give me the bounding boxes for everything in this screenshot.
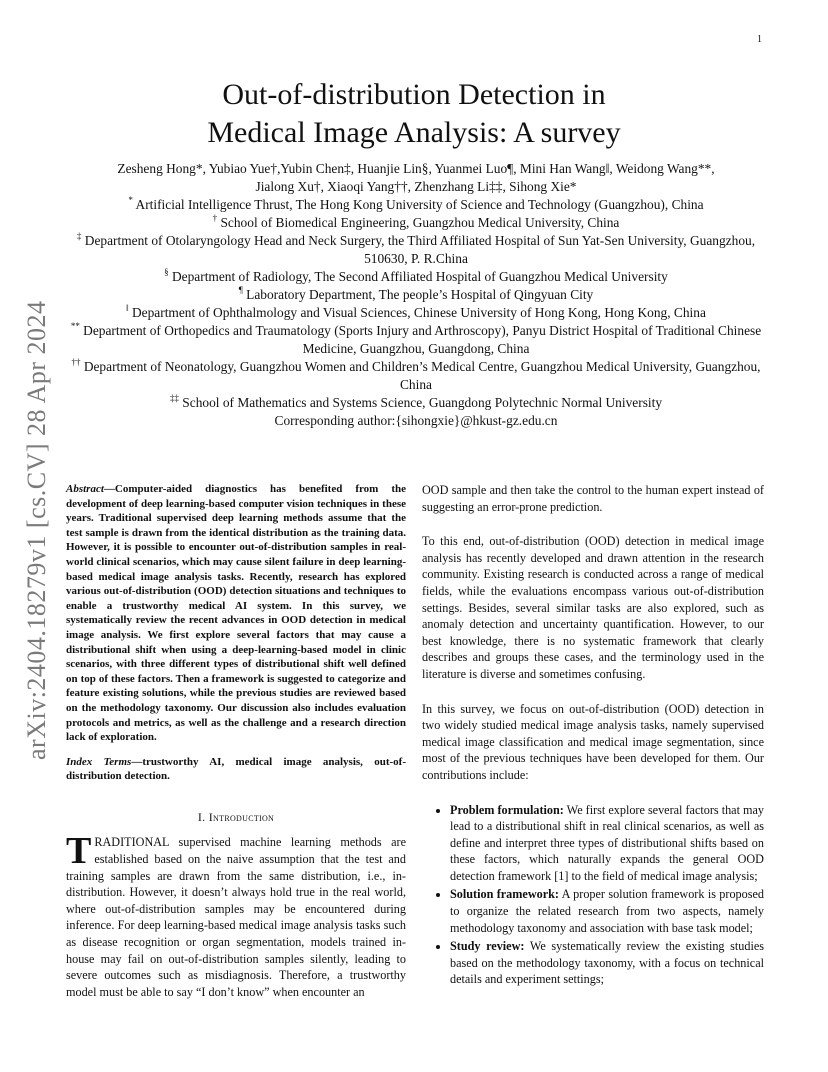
- affiliation-text: Department of Orthopedics and Traumatology (Sports Injury and Arthroscopy), Panyu District Hospital of Traditional Chinese Medicine, Guangzhou, Guangdong, China: [83, 323, 762, 356]
- affiliation-mark: §: [164, 267, 169, 277]
- paragraph-1: OOD sample and then take the control to the human expert instead of suggesting an error-prone prediction.: [422, 483, 764, 514]
- affiliation-mark: **: [70, 321, 80, 331]
- affiliation-text: Department of Ophthalmology and Visual Sciences, Chinese University of Hong Kong, Hong Kong, China: [131, 305, 706, 320]
- affiliation-6: [66, 304, 766, 322]
- list-item-label: Solution framework:: [450, 887, 559, 902]
- abstract-label: Abstract: [66, 483, 104, 495]
- affiliation-5: [66, 286, 766, 304]
- right-column: [422, 482, 764, 990]
- list-item-text: A proper solution framework is proposed to organize the related research from two aspects, namely methodology taxonomy and association with base task model;: [450, 887, 764, 935]
- affiliation-mark: ‡‡: [169, 393, 179, 403]
- list-item-label: Problem formulation:: [450, 802, 564, 817]
- affiliation-3: [66, 232, 766, 268]
- list-item-label: Study review:: [450, 939, 525, 954]
- affiliation-mark: ††: [71, 357, 81, 367]
- list-item: [450, 802, 764, 885]
- section-heading: [66, 810, 406, 825]
- section-title: Introduction: [208, 809, 275, 824]
- index-terms: [66, 755, 406, 784]
- author-line-1: Zesheng Hong*, Yubiao Yue†,Yubin Chen‡, Huanjie Lin§, Yuanmei Luo¶, Mini Han Wang‖, Weidong Wang**,: [117, 161, 715, 176]
- left-column: [66, 482, 406, 1000]
- affiliation-mark: *: [128, 195, 133, 205]
- affiliation-text: Department of Radiology, The Second Affiliated Hospital of Guangzhou Medical University: [172, 269, 668, 284]
- affiliation-text: Department of Otolaryngology Head and Neck Surgery, the Third Affiliated Hospital of Sun Yat-Sen University, Guangzhou, 510630, P. R.China: [84, 233, 756, 266]
- affiliation-1: [66, 196, 766, 214]
- affiliation-text: Artificial Intelligence Thrust, The Hong Kong University of Science and Technology (Guangzhou), China: [135, 197, 704, 212]
- abstract-text: —Computer-aided diagnostics has benefited from the development of deep learning-based computer vision techniques in these years. Traditional supervised deep learning methods assume that the test sample is drawn from the identical distribution as the training data. However, it is possible to encounter out-of-distribution samples in real-world clinical scenarios, which may cause silent failure in deep learning-based medical image analysis tasks. Recently, research has explored various out-of-distribution (OOD) detection situations and techniques to enable a trustworthy medical AI system. In this survey, we systematically review the recent advances in OOD detection in medical image analysis. We first explore several factors that may cause a distributional shift when using a deep-learning-based model in clinic scenarios, with three different types of distributional shift well defined on top of these factors. Then a framework is suggested to categorize and feature existing solutions, while the previous studies are reviewed based on the methodology taxonomy. Our discussion also includes evaluation protocols and metrics, as well as the challenge and a research direction lack of exploration.: [66, 483, 406, 744]
- author-line-2: Jialong Xu†, Xiaoqi Yang††, Zhenzhang Li‡‡, Sihong Xie*: [255, 179, 577, 194]
- affiliation-text: School of Mathematics and Systems Science, Guangdong Polytechnic Normal University: [182, 395, 663, 410]
- affiliation-9: [66, 394, 766, 412]
- affiliation-7: [66, 322, 766, 358]
- affiliation-mark: ¶: [238, 285, 243, 295]
- paragraph-2: To this end, out-of-distribution (OOD) detection in medical image analysis has recently developed and drawn attention in the research community. Existing research is conducted across a range of medical fields, while the evaluations encompass various out-of-distribution settings. Besides, several similar tasks are also explored, such as anomaly detection and uncertainty quantification. However, to our best knowledge, there is no systematic framework that clearly describes and groups these cases, and the terminology used in the literature is diverse and sometimes confusing.: [422, 534, 764, 681]
- list-item: [450, 886, 764, 936]
- affiliation-2: [66, 214, 766, 232]
- section-number: I.: [197, 809, 206, 824]
- affiliation-mark: ‖: [126, 303, 129, 313]
- title-line-2: Medical Image Analysis: A survey: [207, 116, 621, 149]
- paper-title: [0, 76, 828, 152]
- affiliation-mark: ‡: [76, 231, 82, 241]
- index-terms-text: —trustworthy AI, medical image analysis, out-of-distribution detection.: [66, 755, 407, 783]
- author-block: [66, 160, 766, 430]
- page-number: 1: [757, 34, 762, 45]
- arxiv-watermark: arXiv:2404.18279v1 [cs.CV] 28 Apr 2024: [22, 300, 51, 760]
- abstract: [66, 482, 406, 745]
- intro-text: RADITIONAL supervised machine learning methods are established based on the naive assumption that the test and training samples are drawn from the same distribution, i.e., in-distribution. However, it doesn’t always hold true in the real world, where out-of-distribution samples may be encountered during inference. For deep learning-based medical image analysis tasks such as disease recognition or organ segmentation, models trained in-house may fail on out-of-distribution samples silently, leading to severe outcomes such as misdiagnosis. Therefore, a trustworthy model must be able to say “I don’t know” when encounter an: [66, 835, 406, 999]
- intro-paragraph: [66, 830, 406, 1000]
- affiliation-8: [66, 358, 766, 394]
- dropcap: T: [66, 830, 92, 873]
- paragraph-3: In this survey, we focus on out-of-distribution (OOD) detection in two widely studied medical image analysis tasks, namely supervised medical image classification and medical image segmentation, since most of the previous techniques have been developed for them. Our contributions include:: [422, 701, 764, 782]
- list-item-text: We systematically review the existing studies based on the methodology taxonomy, with a focus on technical details and experiment settings;: [450, 939, 764, 987]
- list-item: [450, 938, 764, 988]
- affiliation-mark: †: [212, 213, 218, 223]
- contributions-list: [422, 802, 764, 989]
- affiliation-text: Department of Neonatology, Guangzhou Women and Children’s Medical Centre, Guangzhou Medical University, Guangzhou, China: [83, 359, 761, 392]
- affiliation-4: [66, 268, 766, 286]
- list-item-text: We first explore several factors that may lead to a distributional shift in real clinical scenarios, as well as define and interpret three types of distributional shifts based on these factors, which naturally expands the general OOD detection framework [1] to the field of medical image analysis;: [450, 802, 765, 883]
- title-line-1: Out-of-distribution Detection in: [222, 78, 606, 111]
- index-terms-label: Index Terms: [66, 755, 132, 768]
- affiliation-text: School of Biomedical Engineering, Guangzhou Medical University, China: [220, 215, 620, 230]
- affiliation-text: Laboratory Department, The people’s Hospital of Qingyuan City: [246, 287, 594, 302]
- corresponding-author: Corresponding author:{sihongxie}@hkust-gz.edu.cn: [274, 413, 558, 428]
